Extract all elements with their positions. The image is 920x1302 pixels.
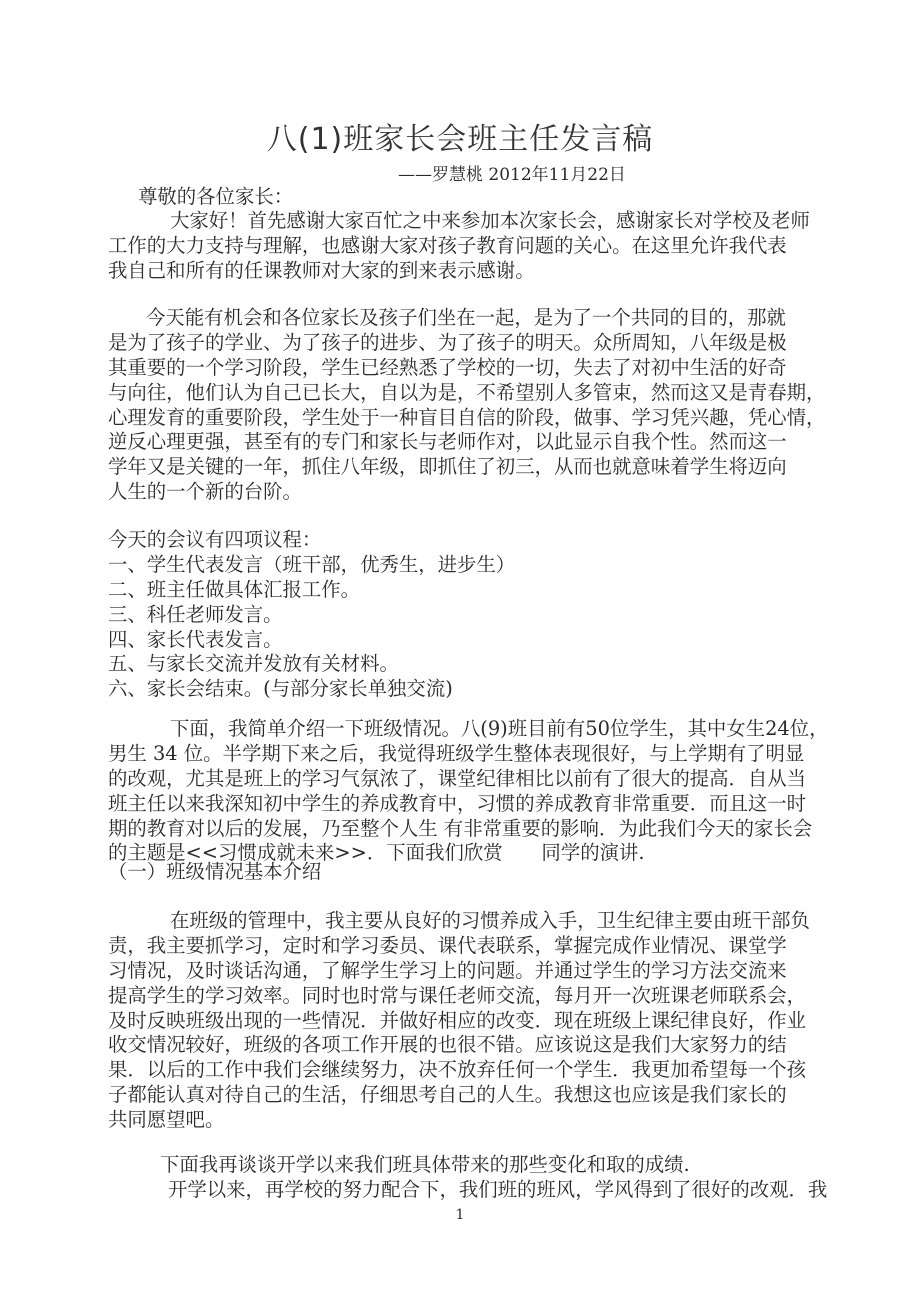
text-line: 三、科任老师发言。 — [108, 602, 283, 626]
text-line: 是为了孩子的学业、为了孩子的进步、为了孩子的明天。众所周知，八年级是极 — [108, 330, 787, 354]
text-line: 班主任以来我深知初中学生的养成教育中，习惯的养成教育非常重要．而且这一时 — [108, 791, 807, 815]
text-line: 心理发育的重要阶段，学生处于一种盲目自信的阶段，做事、学习凭兴趣，凭心情， — [108, 405, 826, 429]
page-number: 1 — [455, 1207, 465, 1223]
agenda-list — [108, 528, 515, 702]
paragraph-greeting — [108, 209, 810, 284]
text-line: 期的教育对以后的发展，乃至整个人生 有非常重要的影响．为此我们今天的家长会 — [108, 816, 813, 840]
section-heading: （一）班级情况基本介绍 — [108, 860, 322, 883]
text-line: 逆反心理更强，甚至有的专门和家长与老师作对，以此显示自我个性。然而这一 — [108, 430, 787, 454]
text-line: 与向往，他们认为自己已长大，自以为是，不希望别人多管束，然而这又是青春期， — [108, 380, 826, 404]
text-line: 今天能有机会和各位家长及孩子们坐在一起，是为了一个共同的目的，那就 — [146, 306, 786, 329]
document-title: 八(1)班家长会班主任发言稿 — [266, 122, 654, 157]
text-line: 提高学生的学习效率。同时也时常与课任老师交流，每月开一次班课老师联系会， — [108, 983, 807, 1007]
text-line: 大家好！首先感谢大家百忙之中来参加本次家长会，感谢家长对学校及老师 — [170, 209, 810, 232]
text-line: 下面，我简单介绍一下班级情况。八(9)班目前有50位学生，其中女生24位， — [170, 717, 829, 740]
text-line: 及时反映班级出现的一些情况．并做好相应的改变．现在班级上课纪律良好，作业 — [108, 1008, 807, 1032]
text-line: 其重要的一个学习阶段，学生已经熟悉了学校的一切，失去了对初中生活的好奇 — [108, 355, 787, 379]
text-line: 在班级的管理中，我主要从良好的习惯养成入手，卫生纪律主要由班干部负 — [170, 909, 810, 932]
paragraph-purpose — [108, 306, 825, 505]
text-line: 工作的大力支持与理解，也感谢大家对孩子教育问题的关心。在这里允许我代表 — [108, 233, 787, 257]
text-line: 的主题是<<习惯成就未来>>．下面我们欣赏 同学的演讲. — [108, 841, 645, 865]
paragraph-management — [108, 909, 810, 1133]
paragraph-changes: 下面我再谈谈开学以来我们班具体带来的那些变化和取的成绩. — [160, 1153, 690, 1176]
paragraph-class-overview — [108, 717, 829, 866]
text-line: 共同愿望吧。 — [108, 1108, 225, 1132]
text-line: 学年又是关键的一年，抓住八年级，即抓住了初三，从而也就意味着学生将迈向 — [108, 455, 787, 479]
text-line: 四、家长代表发言。 — [108, 627, 283, 651]
text-line: 的改观，尤其是班上的学习气氛浓了，课堂纪律相比以前有了很大的提高．自从当 — [108, 766, 807, 790]
salutation: 尊敬的各位家长： — [138, 185, 294, 208]
text-line: 六、家长会结束。(与部分家长单独交流) — [108, 677, 453, 701]
text-line: 一、学生代表发言（班干部，优秀生，进步生） — [108, 552, 516, 576]
text-line: 果．以后的工作中我们会继续努力，决不放弃任何一个学生．我更加希望每一个孩 — [108, 1058, 807, 1082]
text-line: 收交情况较好，班级的各项工作开展的也很不错。应该说这是我们大家努力的结 — [108, 1033, 787, 1057]
text-line: 五、与家长交流并发放有关材料。 — [108, 652, 399, 676]
text-line: 男生 34 位。半学期下来之后，我觉得班级学生整体表现很好，与上学期有了明显 — [108, 741, 805, 765]
text-line: 今天的会议有四项议程： — [108, 528, 322, 551]
text-line: 责，我主要抓学习，定时和学习委员、课代表联系，掌握完成作业情况、课堂学 — [108, 933, 787, 957]
text-line: 二、班主任做具体汇报工作。 — [108, 577, 361, 601]
text-line: 人生的一个新的台阶。 — [108, 480, 302, 504]
text-line: 子都能认真对待自己的生活，仔细思考自己的人生。我想这也应该是我们家长的 — [108, 1083, 787, 1107]
paragraph-progress: 开学以来，再学校的努力配合下，我们班的班风，学风得到了很好的改观．我 — [168, 1178, 828, 1201]
text-line: 我自己和所有的任课教师对大家的到来表示感谢。 — [108, 258, 535, 282]
byline: ——罗慧桃 2012年11月22日 — [398, 165, 626, 185]
text-line: 习情况，及时谈话沟通，了解学生学习上的问题。并通过学生的学习方法交流来 — [108, 958, 787, 982]
